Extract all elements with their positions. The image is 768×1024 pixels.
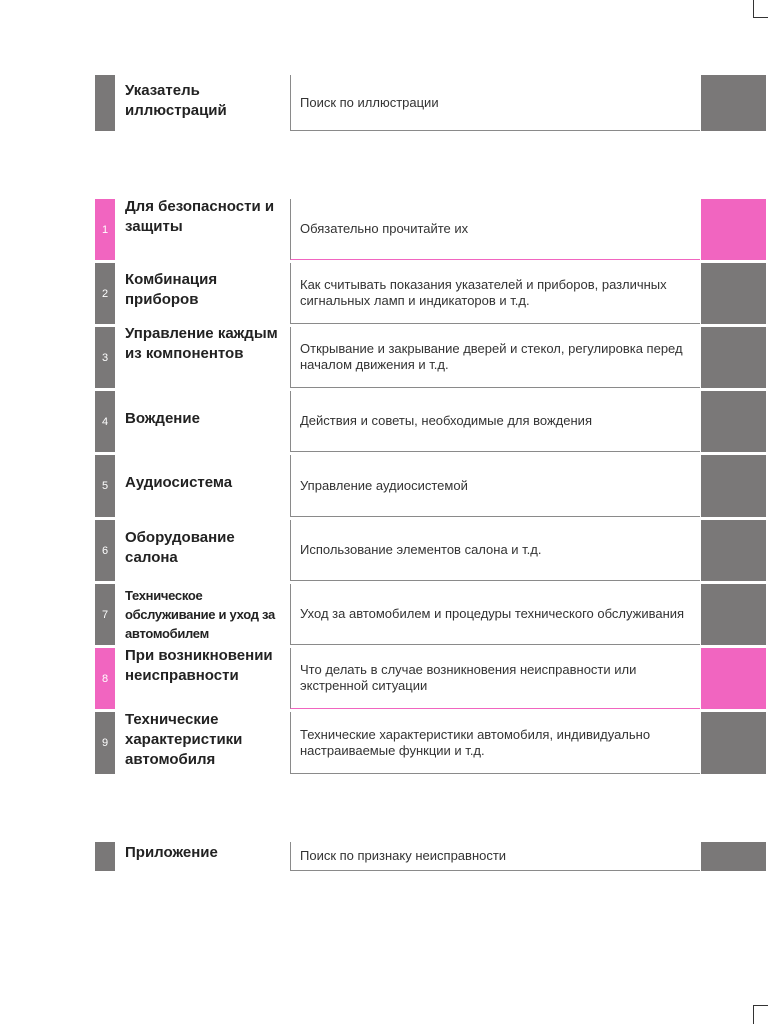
- chapter-description: [290, 391, 700, 452]
- chapter-row[interactable]: [0, 263, 768, 324]
- appendix-marker: [95, 842, 115, 871]
- chapter-description: [290, 455, 700, 517]
- chapter-row[interactable]: [0, 199, 768, 260]
- chapter-description-text: Технические характеристики автомобиля, индивидуально настраиваемые функции и т.д.: [300, 726, 651, 758]
- chapter-number: 5: [95, 455, 115, 517]
- appendix-description: [290, 842, 700, 871]
- appendix-row[interactable]: [0, 842, 768, 871]
- chapter-tab[interactable]: [701, 584, 766, 645]
- chapter-number: 6: [95, 520, 115, 581]
- chapter-tab[interactable]: [701, 648, 766, 709]
- chapter-number: 3: [95, 327, 115, 388]
- index-marker: [95, 75, 115, 131]
- chapter-row[interactable]: [0, 520, 768, 581]
- index-description-text: Поиск по иллюстрации: [300, 94, 439, 110]
- chapter-number: 8: [95, 648, 115, 709]
- crop-mark-top-right-vertical: [753, 0, 754, 18]
- chapter-description: [290, 584, 700, 645]
- chapter-title: Технические характеристики автомобиля: [125, 711, 243, 768]
- chapter-row[interactable]: [0, 712, 768, 774]
- chapter-description: [290, 199, 700, 260]
- chapter-title: Вождение: [125, 410, 200, 427]
- appendix-title: Приложение: [125, 844, 218, 861]
- chapter-row[interactable]: [0, 327, 768, 388]
- chapter-title: Для безопасности и защиты: [125, 198, 275, 235]
- chapter-title: Техническое обслуживание и уход за автомобилем: [125, 588, 275, 641]
- chapter-number: 1: [95, 199, 115, 260]
- chapter-row[interactable]: [0, 455, 768, 517]
- chapter-description: [290, 327, 700, 388]
- crop-mark-top-right-horizontal: [753, 17, 768, 18]
- chapter-description-text: Как считывать показания указателей и приборов, различных сигнальных ламп и индикаторов и т.д.: [300, 277, 667, 308]
- chapter-tab[interactable]: [701, 455, 766, 517]
- chapter-number: 9: [95, 712, 115, 774]
- index-title: Указатель иллюстраций: [125, 82, 227, 119]
- chapter-tab[interactable]: [701, 199, 766, 260]
- chapter-title: Оборудование салона: [125, 529, 235, 566]
- chapter-description-text: Обязательно прочитайте их: [300, 221, 469, 236]
- chapter-row[interactable]: [0, 648, 768, 709]
- chapter-row[interactable]: [0, 391, 768, 452]
- chapter-number: 4: [95, 391, 115, 452]
- crop-mark-bottom-right-horizontal: [753, 1005, 768, 1006]
- chapter-description-text: Управление аудиосистемой: [300, 477, 468, 493]
- appendix-tab[interactable]: [701, 842, 766, 871]
- index-description: [290, 75, 700, 131]
- chapter-description-text: Что делать в случае возникновения неисправности или экстренной ситуации: [300, 662, 637, 693]
- chapter-tab[interactable]: [701, 391, 766, 452]
- chapter-description: [290, 263, 700, 324]
- chapter-title: При возникновении неисправности: [125, 647, 273, 684]
- chapter-title: Комбинация приборов: [125, 271, 218, 308]
- chapter-title: Управление каждым из компонентов: [125, 325, 278, 362]
- chapter-tab[interactable]: [701, 520, 766, 581]
- chapter-tab[interactable]: [701, 327, 766, 388]
- chapter-number: 2: [95, 263, 115, 324]
- appendix-description-text: Поиск по признаку неисправности: [300, 848, 507, 863]
- chapter-description-text: Уход за автомобилем и процедуры технического обслуживания: [300, 606, 685, 621]
- chapter-tab[interactable]: [701, 263, 766, 324]
- index-tab[interactable]: [701, 75, 766, 131]
- chapter-description: [290, 648, 700, 709]
- chapter-row[interactable]: [0, 584, 768, 645]
- chapter-description: [290, 520, 700, 581]
- chapter-title: Аудиосистема: [125, 474, 233, 491]
- chapter-description-text: Открывание и закрывание дверей и стекол, регулировка перед началом движения и т.д.: [300, 341, 683, 372]
- chapter-description: [290, 712, 700, 774]
- index-row[interactable]: [0, 75, 768, 131]
- chapter-description-text: Действия и советы, необходимые для вождения: [300, 413, 592, 428]
- chapter-description-text: Использование элементов салона и т.д.: [300, 542, 542, 557]
- crop-mark-bottom-right-vertical: [753, 1005, 754, 1024]
- chapter-tab[interactable]: [701, 712, 766, 774]
- chapter-number: 7: [95, 584, 115, 645]
